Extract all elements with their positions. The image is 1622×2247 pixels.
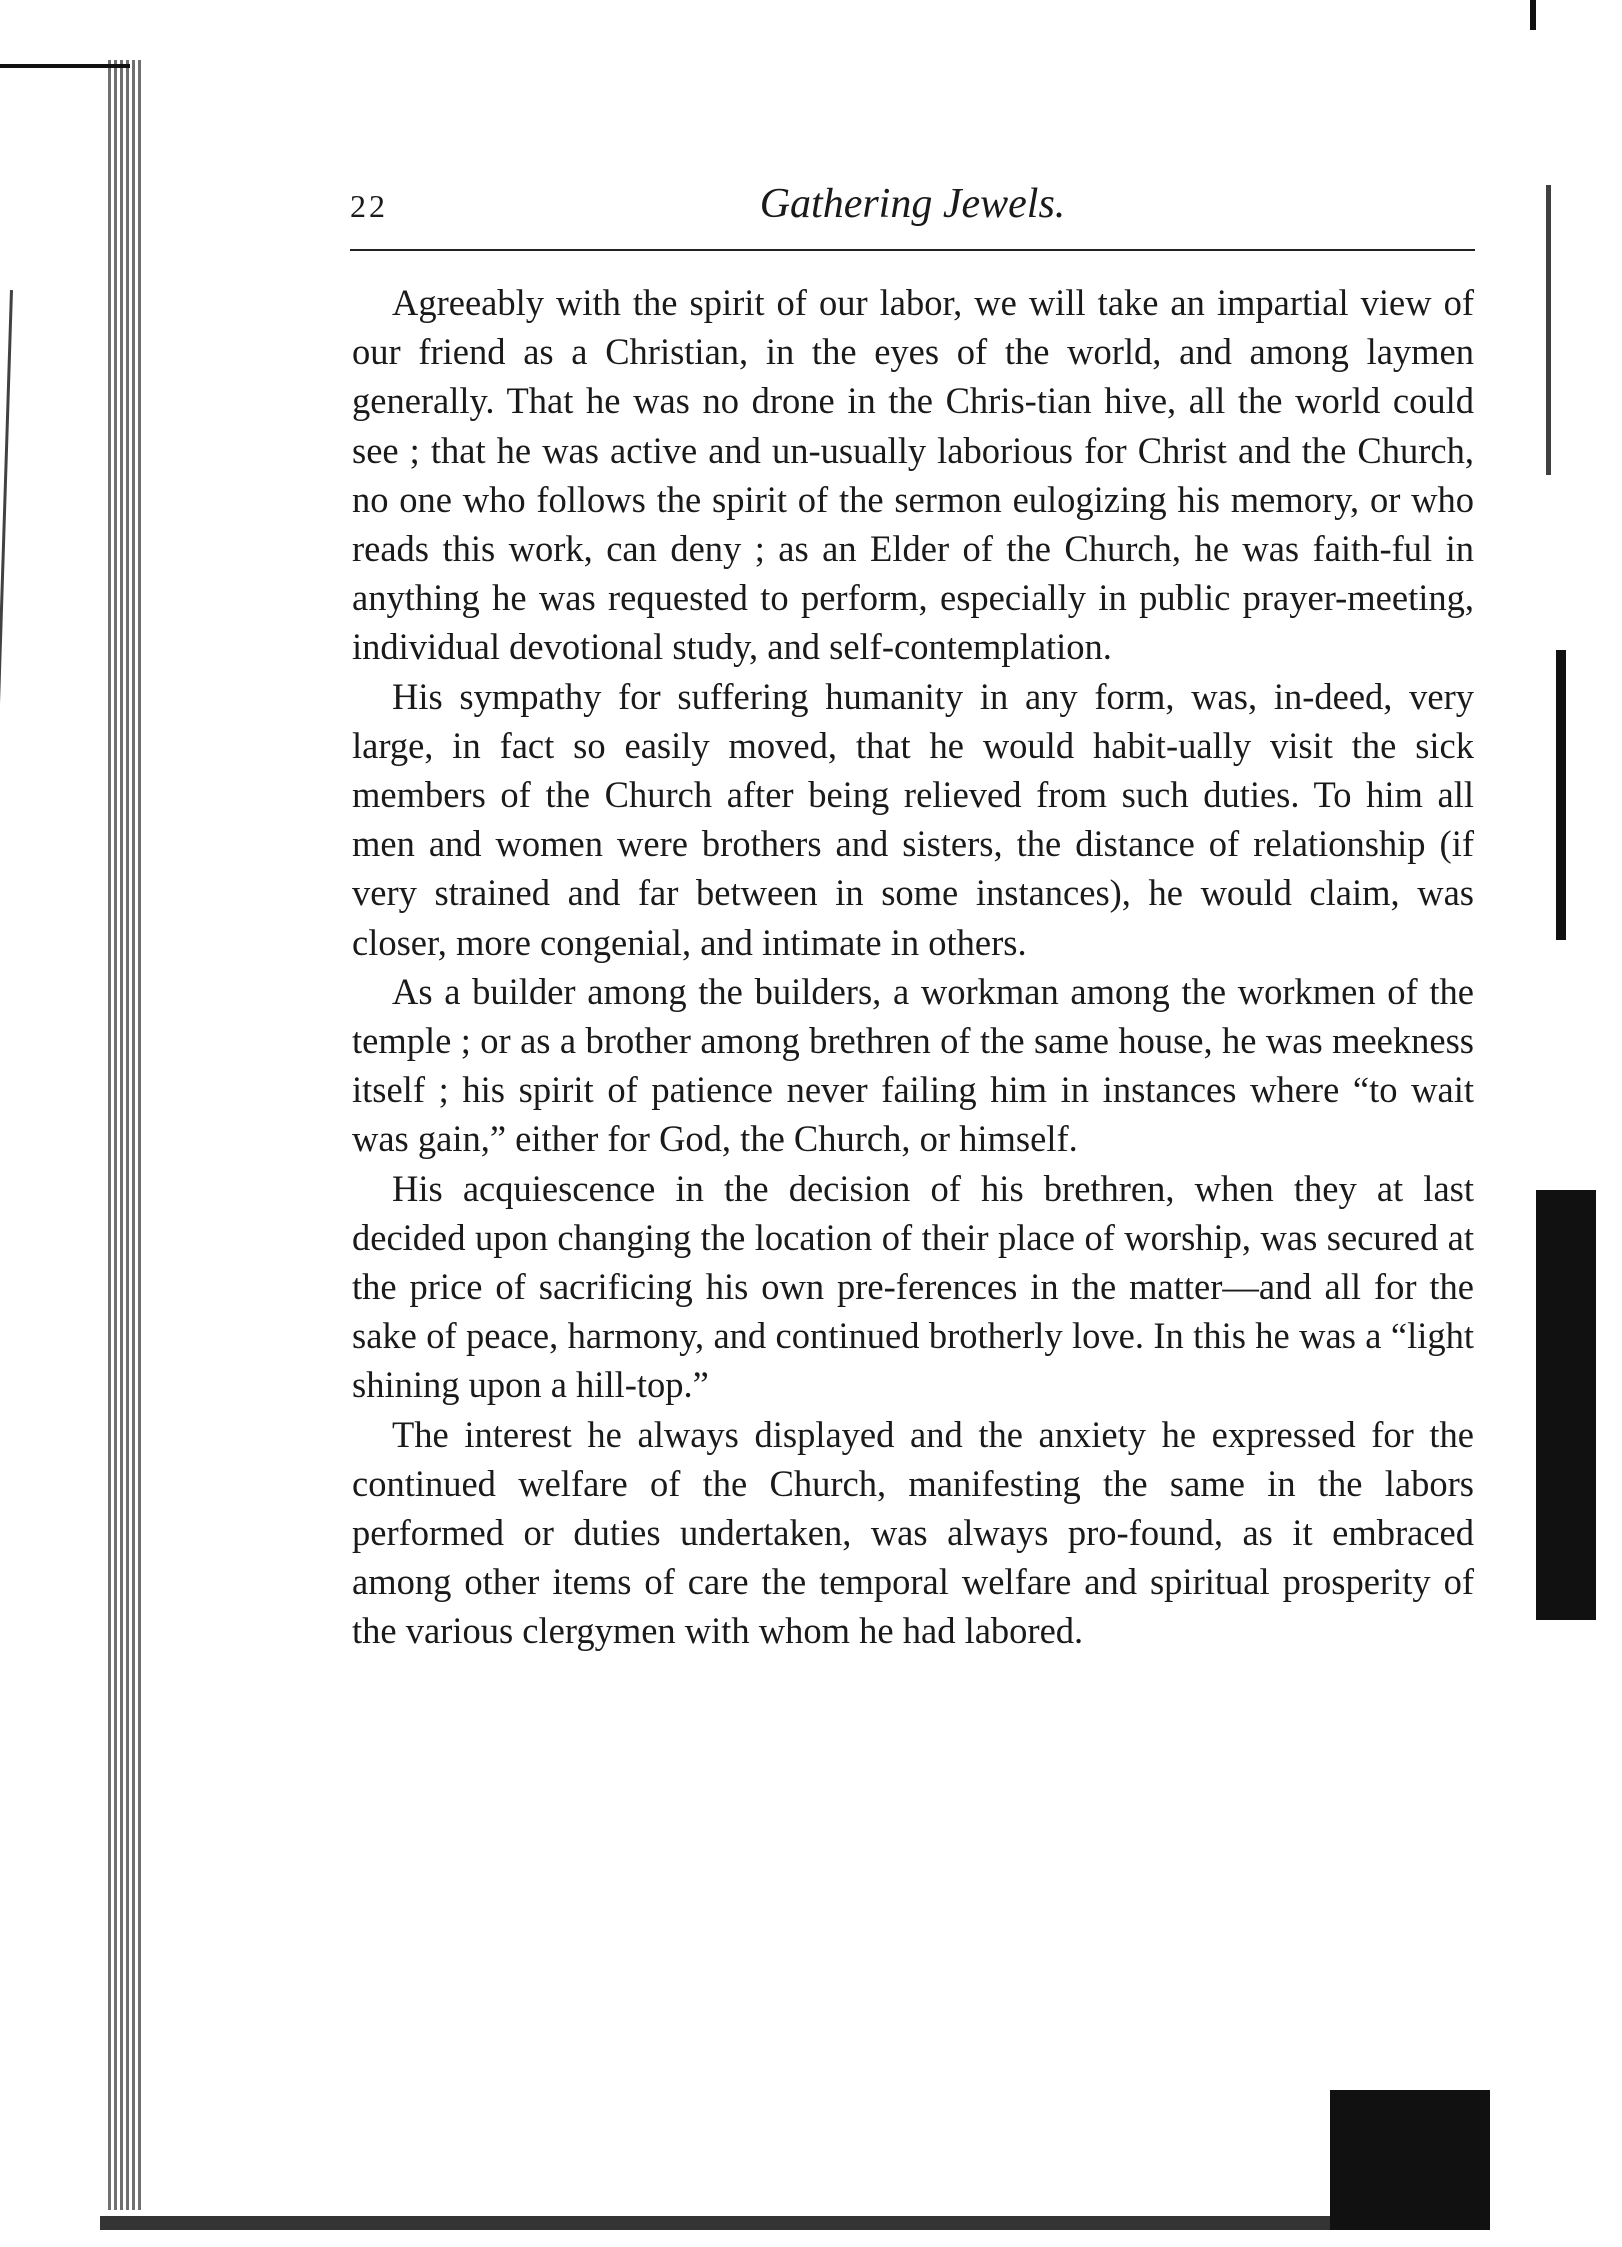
paragraph-3: As a builder among the builders, a workman among the workmen of the temple ; or as a brother among brethren of the same house, he was meekness itself ; his spirit of patience never failing him in instances where “to wait was gain,” either for God, the Church, or himself. <box>352 970 1474 1160</box>
right-edge-mark-2 <box>1556 650 1566 940</box>
page-header <box>350 180 1475 240</box>
page-number: 22 <box>350 188 388 224</box>
right-edge-mark-3 <box>1536 1190 1596 1620</box>
paragraph-2: His sympathy for suffering humanity in any form, was, in-deed, very large, in fact so easily moved, that he would habit-ually visit the sick members of the Church after being relieved from such duties. To him all men and women were brothers and sisters, the distance of relationship (if very strained and far between in some instances), he would claim, was closer, more congenial, and intimate in others. <box>352 675 1474 963</box>
bottom-right-corner-shadow <box>1330 2090 1490 2230</box>
paragraph-1: Agreeably with the spirit of our labor, we will take an impartial view of our friend as a Christian, in the eyes of the world, and among laymen generally. That he was no drone in the Chris-tian hive, all the world could see ; that he was active and un-usually laborious for Christ and the Church, no one who follows the spirit of the sermon eulogizing his memory, or who reads this work, can deny ; as an Elder of the Church, he was faith-ful in anything he was requested to perform, especially in public prayer-meeting, individual devotional study, and self-contemplation. <box>352 282 1474 668</box>
paragraph-4: His acquiescence in the decision of his brethren, when they at last decided upon changing the location of their place of worship, was secured at the price of sacrificing his own pre-ferences in the matter—and all for the sake of peace, harmony, and continued brotherly love. In this he was a “light shining upon a hill-top.” <box>352 1167 1474 1406</box>
running-title: Gathering Jewels. <box>759 181 1066 227</box>
left-binding-edge <box>108 60 142 2210</box>
bottom-page-edge <box>100 2216 1340 2230</box>
right-edge-mark-top <box>1530 0 1536 30</box>
paragraph-5: The interest he always displayed and the anxiety he expressed for the continued welfare of the Church, manifesting the same in the labors performed or duties undertaken, was always pro-found, as it embraced among other items of care the temporal welfare and spiritual prosperity of the various clergymen with whom he had labored. <box>352 1413 1474 1652</box>
right-edge-mark-1 <box>1546 185 1551 475</box>
left-outer-edge-line <box>0 290 13 2189</box>
header-rule <box>350 249 1475 251</box>
left-top-edge-line <box>0 64 130 68</box>
body-text <box>352 278 1474 1656</box>
